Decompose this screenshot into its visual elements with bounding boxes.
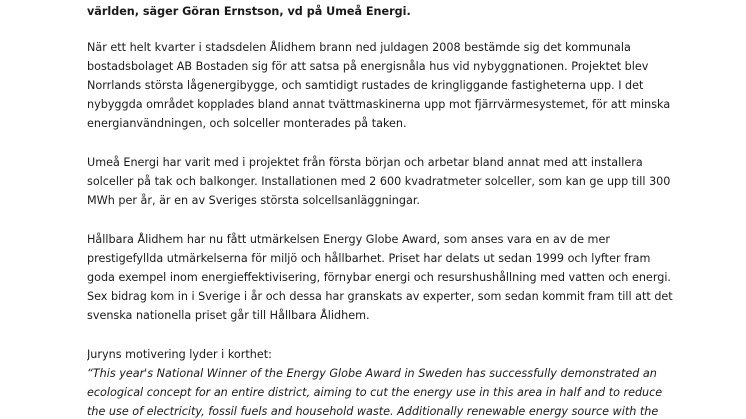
paragraph-line: Hållbara Ålidhem har nu fått utmärkelsen Energy Globe Award, som anses vara en av de mer [87,233,610,246]
paragraph-line: energianvändningen, och solceller monterades på taken. [87,117,407,130]
paragraph-line: goda exempel inom energieffektivisering, förnybar energi och resurshushållning med vatten och energi. [87,271,671,284]
paragraph-line: MWh per år, är en av Sveriges största solcellsanläggningar. [87,194,420,207]
paragraph-line: Norrlands största lågenergibygge, och samtidigt rustades de kringliggande fastigheterna upp. I det [87,79,644,92]
intro-tail-text: världen, säger Göran Ernstson, vd på Umeå Energi. [87,5,411,18]
paragraph-line: Sex bidrag kom in i Sverige i år och dessa har granskats av experter, som sedan kommit fram till att det [87,290,673,303]
paragraph-line: svenska nationella priset går till Hållbara Ålidhem. [87,309,370,322]
quote-line: “This year's National Winner of the Energy Globe Award in Sweden has successfully demonstrated an [87,367,657,380]
document-page [87,0,727,419]
quote-line: ecological concept for an entire district, aiming to cut the energy use in this area in half and to reduce [87,386,663,399]
quote-line: the use of electricity, fossil fuels and household waste. Additionally renewable energy source with the [87,405,659,418]
paragraph-line: prestigefyllda utmärkelserna för miljö och hållbarhet. Priset har delats ut sedan 1999 och lyfter fram [87,252,651,265]
paragraph-line: När ett helt kvarter i stadsdelen Ålidhem brann ned juldagen 2008 bestämde sig det kommunala [87,41,631,54]
paragraph-line: solceller på tak och balkonger. Installationen med 2 600 kvadratmeter solceller, som kan ge upp till 300 [87,175,671,188]
paragraph-line: nybyggda området kopplades bland annat tvättmaskinerna upp mot fjärrvärmesystemet, för att minska [87,98,671,111]
paragraph-line: Umeå Energi har varit med i projektet från första början och arbetar bland annat med att installera [87,156,643,169]
paragraph-line: bostadsbolaget AB Bostaden sig för att satsa på energisnåla hus vid nybyggnationen. Projektet blev [87,60,649,73]
jury-intro-text: Juryns motivering lyder i korthet: [87,348,272,361]
